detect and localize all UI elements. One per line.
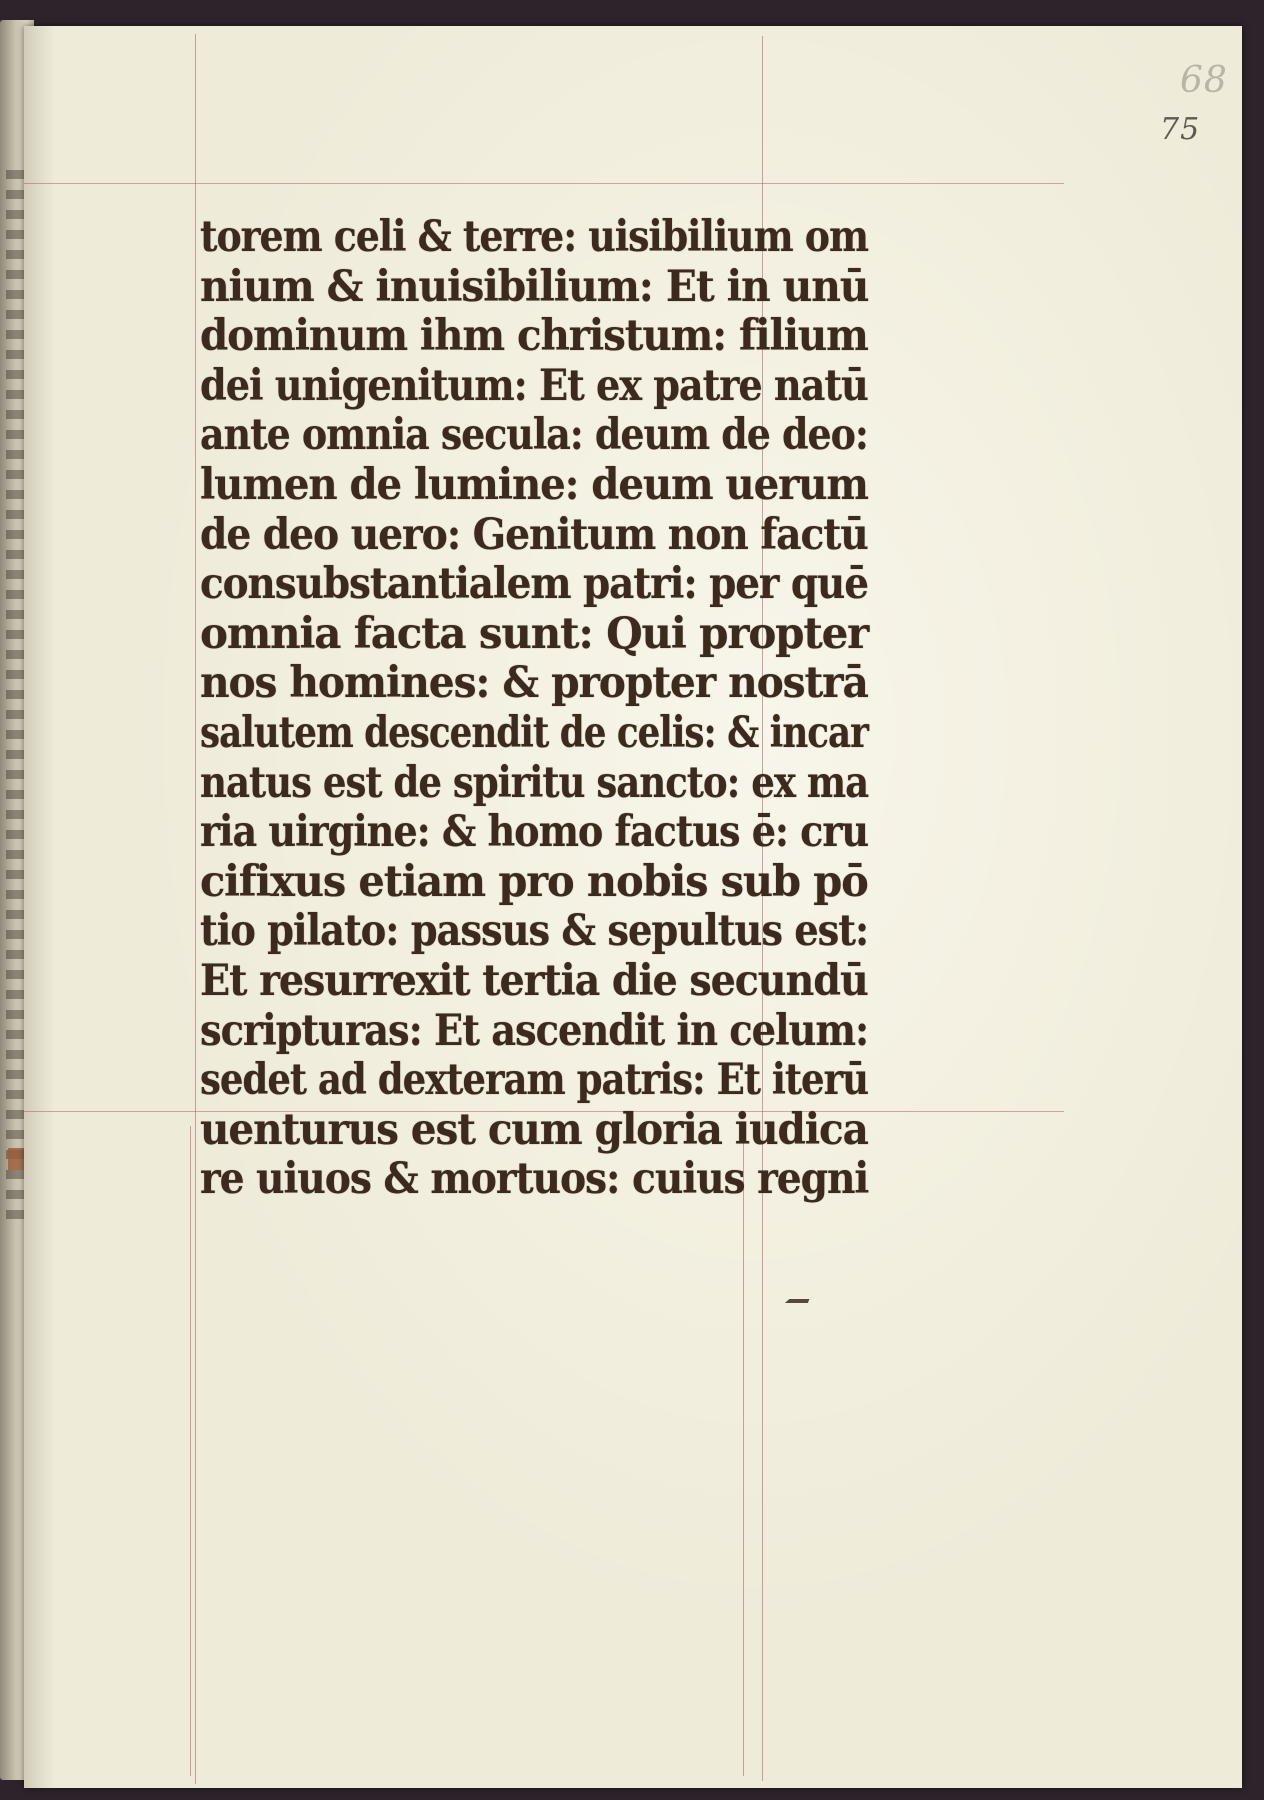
ruling-line-left-inner xyxy=(190,1126,191,1776)
text-line: tio pilato: passus & sepultus est: xyxy=(200,906,869,957)
text-line: nos homines: & propter nostrā xyxy=(200,658,868,709)
text-line: lumen de lumine: deum uerum xyxy=(200,459,868,510)
ruling-line-top xyxy=(24,183,1064,184)
text-line: torem celi & terre: uisibilium om xyxy=(200,212,869,262)
ruling-line-right-lower xyxy=(743,1126,744,1776)
text-line: dominum ihm christum: filium xyxy=(200,311,868,362)
text-line: Et resurrexit tertia die secundū xyxy=(200,955,868,1006)
text-line: salutem descendit de celis: & incar xyxy=(200,707,868,758)
text-line: ante omnia secula: deum de deo: xyxy=(200,410,868,461)
text-line: de deo uero: Genitum non factū xyxy=(200,509,868,560)
text-line: consubstantialem patri: per quē xyxy=(200,559,868,610)
ruling-line-left-outer xyxy=(195,34,196,1784)
folio-number-upper: 68 xyxy=(1180,60,1228,101)
text-line: nium & inuisibilium: Et in unū xyxy=(200,261,869,312)
text-line: ria uirgine: & homo factus ē: cru xyxy=(200,807,869,858)
text-line: omnia facta sunt: Qui propter xyxy=(200,608,869,659)
text-line: dei unigenitum: Et ex patre natū xyxy=(200,360,868,411)
folio-number-lower: 75 xyxy=(1160,112,1201,147)
text-line: uenturus est cum gloria iudica xyxy=(200,1104,868,1155)
text-block xyxy=(200,213,870,1205)
text-line: re uiuos & mortuos: cuius regni xyxy=(200,1154,869,1205)
text-line: cifixus etiam pro nobis sub pō xyxy=(200,856,868,907)
text-line: natus est de spiritu sancto: ex ma xyxy=(200,757,869,808)
text-line: scripturas: Et ascendit in celum: xyxy=(200,1005,869,1056)
text-line: sedet ad dexteram patris: Et iterū xyxy=(200,1055,869,1106)
